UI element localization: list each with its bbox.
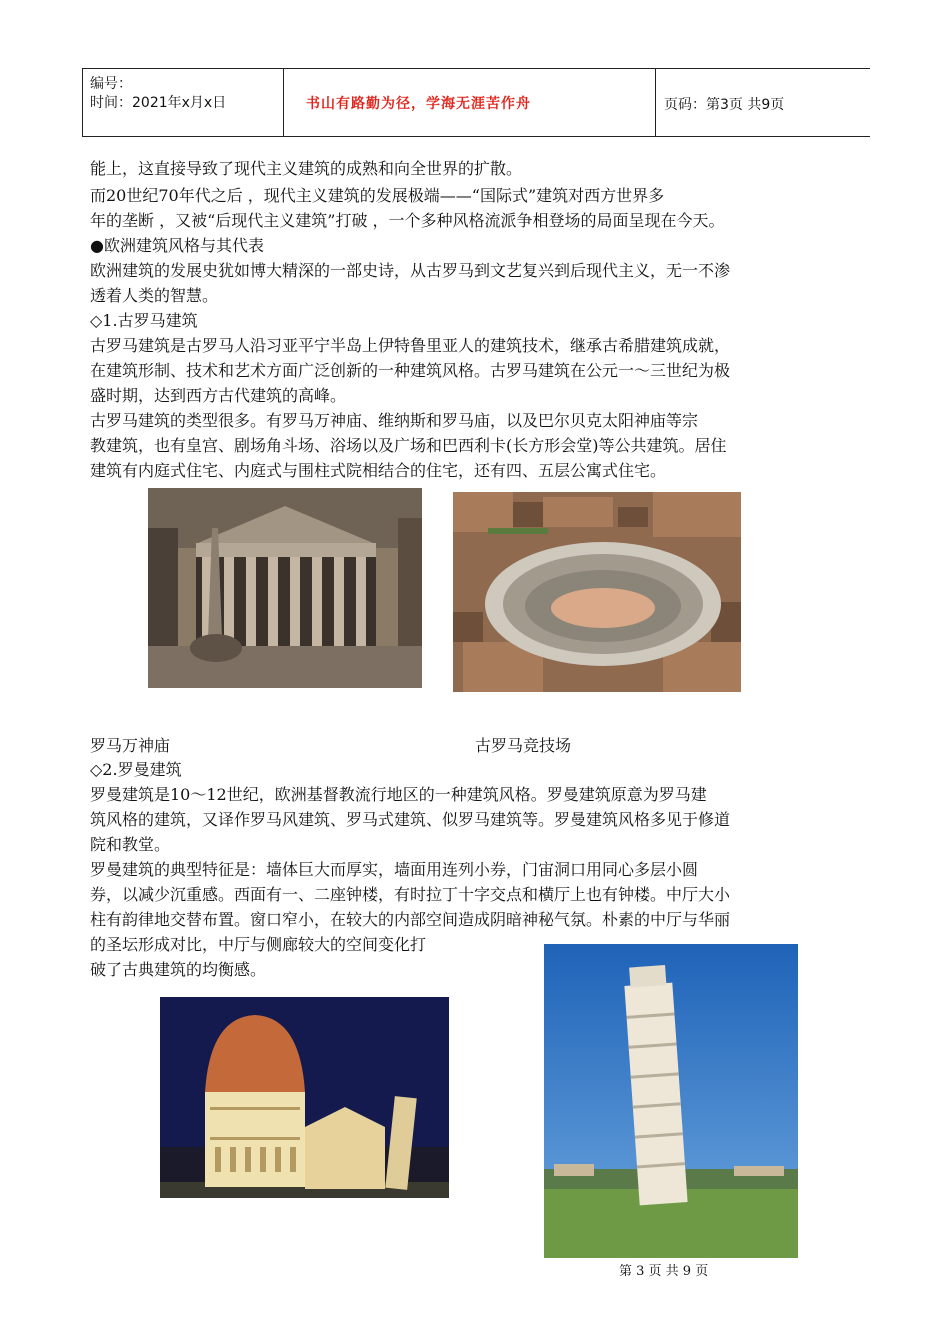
pantheon-caption: 罗马万神庙 <box>90 736 171 755</box>
pantheon-photo <box>148 488 422 688</box>
paragraph-line: 欧洲建筑的发展史犹如博大精深的一部史诗，从古罗马到文艺复兴到后现代主义，无一不渗 <box>90 261 731 280</box>
paragraph-line: 教建筑，也有皇宫、剧场角斗场、浴场以及广场和巴西利卡(长方形会堂)等公共建筑。居住 <box>90 436 727 455</box>
subsection-heading: ◇2.罗曼建筑 <box>90 760 182 779</box>
leaning-tower-photo <box>544 944 798 1258</box>
colosseum-caption: 古罗马竞技场 <box>475 736 572 755</box>
paragraph-line: 年的垄断 ，又被“后现代主义建筑”打破 ，一个多种风格流派争相登场的局面呈现在今天。 <box>90 211 725 230</box>
subsection-heading: ◇1.古罗马建筑 <box>90 311 198 330</box>
paragraph-line: 透着人类的智慧。 <box>90 286 219 305</box>
page-footer: 第 3 页 共 9 页 <box>619 1264 709 1279</box>
paragraph-line: 盛时期，达到西方古代建筑的高峰。 <box>90 386 347 405</box>
baptistery-photo <box>160 997 449 1198</box>
document-number-label: 编号： <box>90 76 132 92</box>
document-time-label: 时间：2021年x月x日 <box>90 95 227 111</box>
paragraph-line: 在建筑形制、技术和艺术方面广泛创新的一种建筑风格。古罗马建筑在公元一～三世纪为极 <box>90 361 731 380</box>
header-motto: 书山有路勤为径，学海无涯苦作舟 <box>306 96 531 112</box>
paragraph-line: 罗曼建筑是10～12世纪，欧洲基督教流行地区的一种建筑风格。罗曼建筑原意为罗马建 <box>90 785 707 804</box>
paragraph-line: 能上，这直接导致了现代主义建筑的成熟和向全世界的扩散。 <box>90 159 523 178</box>
paragraph-line: 的圣坛形成对比，中厅与侧廊较大的空间变化打 <box>90 935 427 954</box>
section-heading: ●欧洲建筑风格与其代表 <box>90 236 264 255</box>
paragraph-line: 古罗马建筑是古罗马人沿习亚平宁半岛上伊特鲁里亚人的建筑技术，继承古希腊建筑成就， <box>90 336 731 355</box>
paragraph-line: 而20世纪70年代之后 ，现代主义建筑的发展极端——“国际式”建筑对西方世界多 <box>90 186 665 205</box>
paragraph-line: 筑风格的建筑，又译作罗马风建筑、罗马式建筑、似罗马建筑等。罗曼建筑风格多见于修道 <box>90 810 731 829</box>
paragraph-line: 破了古典建筑的均衡感。 <box>90 960 267 979</box>
paragraph-line: 券，以减少沉重感。西面有一、二座钟楼，有时拉丁十字交点和横厅上也有钟楼。中厅大小 <box>90 885 731 904</box>
paragraph-line: 建筑有内庭式住宅、内庭式与围柱式院相结合的住宅，还有四、五层公寓式住宅。 <box>90 461 667 480</box>
paragraph-line: 柱有韵律地交替布置。窗口窄小，在较大的内部空间造成阴暗神秘气氛。朴素的中厅与华丽 <box>90 910 731 929</box>
page-number-label: 页码：第3页 共9页 <box>664 97 785 113</box>
paragraph-line: 罗曼建筑的典型特征是：墙体巨大而厚实，墙面用连列小券，门宙洞口用同心多层小圆 <box>90 860 699 879</box>
paragraph-line: 古罗马建筑的类型很多。有罗马万神庙、维纳斯和罗马庙，以及巴尔贝克太阳神庙等宗 <box>90 411 699 430</box>
colosseum-photo <box>453 492 741 692</box>
paragraph-line: 院和教堂。 <box>90 835 171 854</box>
page-header <box>82 68 870 137</box>
